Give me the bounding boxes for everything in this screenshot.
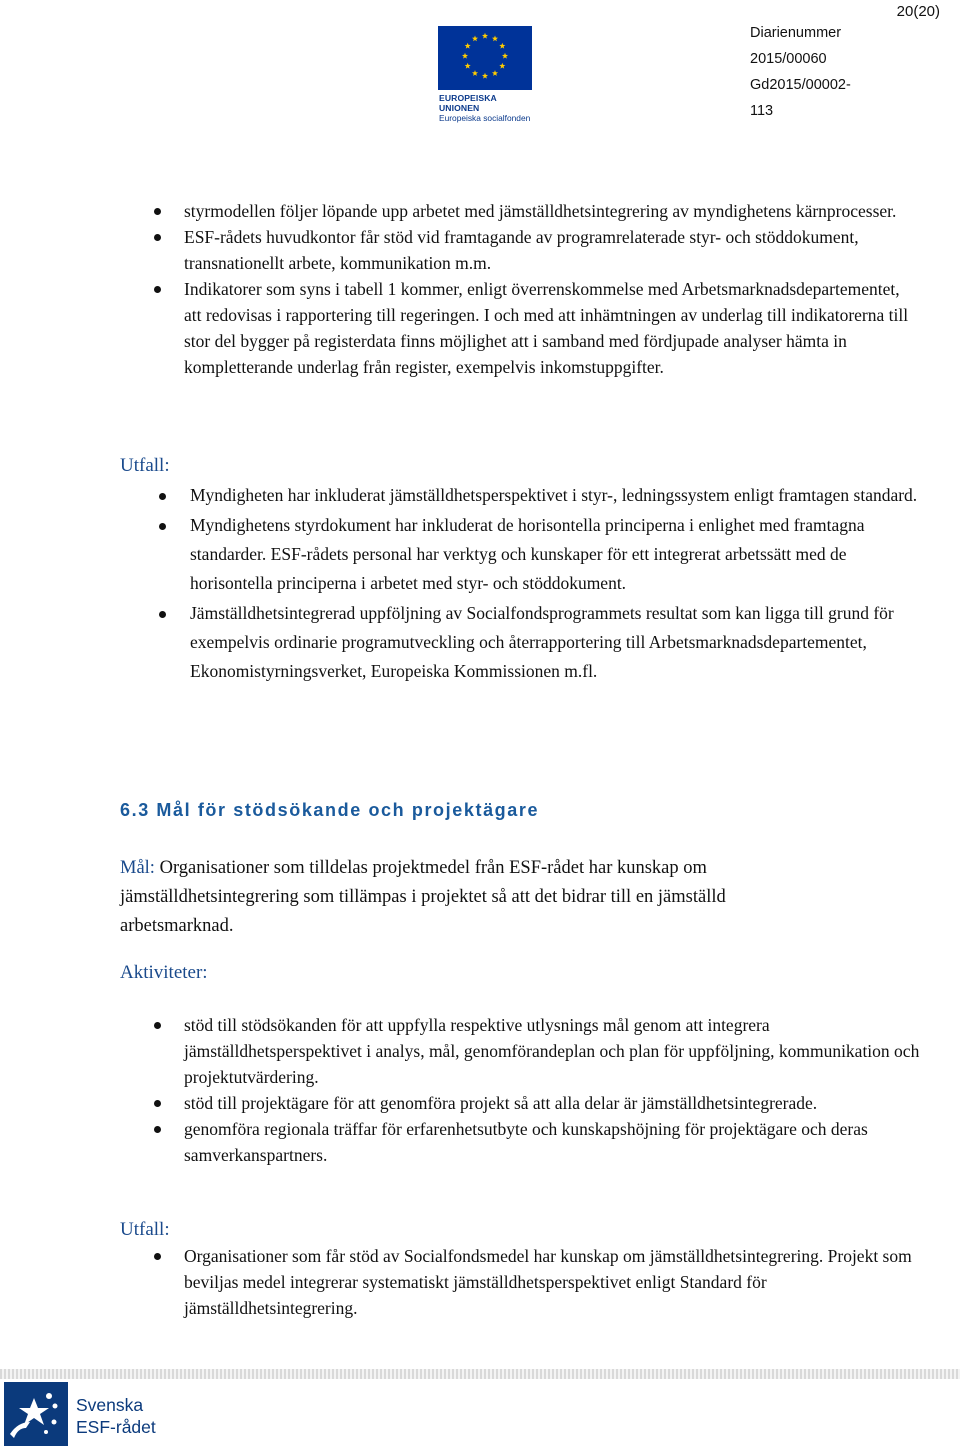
esf-star-logo-icon xyxy=(4,1382,68,1446)
esf-logo xyxy=(4,1382,204,1446)
list-item: Myndigheten har inkluderat jämställdhetsperspektivet i styr-, ledningssystem enligt framtagen standard. xyxy=(0,481,960,510)
diarie-block xyxy=(750,20,910,124)
section-heading: 6.3 Mål för stödsökande och projektägare xyxy=(120,800,540,820)
list-item: ESF-rådets huvudkontor får stöd vid framtagande av programrelaterade styr- och stöddokument, transnationellt arbete, kommunikation m.m. xyxy=(0,224,960,276)
goal-label: Mål: xyxy=(120,858,155,878)
bullet-icon xyxy=(159,493,166,500)
bullet-icon xyxy=(159,523,166,530)
diarie-label: Diarienummer xyxy=(750,25,842,41)
bullet-icon xyxy=(154,1100,161,1107)
bullet-icon xyxy=(154,1126,161,1133)
bullet-icon xyxy=(154,1022,161,1029)
utfall-list-2 xyxy=(0,1243,960,1321)
goal-text: Organisationer som tilldelas projektmedel från ESF-rådet har kunskap om jämställdhetsintegrering som tillämpas i projektet så att det bidrar till en jämställd arbetsmarknad. xyxy=(120,858,726,936)
utfall-label: Utfall: xyxy=(120,455,170,476)
footer-divider xyxy=(0,1369,960,1379)
list-item: genomföra regionala träffar för erfarenhetsutbyte och kunskapshöjning för projektägare och deras samverkanspartners. xyxy=(0,1116,960,1168)
diarie-number-line2: Gd2015/00002- xyxy=(750,77,851,93)
eu-flag-icon xyxy=(438,26,532,90)
esf-logo-line1: Svenska xyxy=(76,1395,144,1415)
bullet-icon xyxy=(159,611,166,618)
list-item: styrmodellen följer löpande upp arbetet med jämställdhetsintegrering av myndighetens kärnprocesser. xyxy=(0,198,960,224)
page-number: 20(20) xyxy=(896,3,940,20)
top-bullet-list xyxy=(0,198,960,380)
aktiviteter-list xyxy=(0,1012,960,1168)
list-item: Myndighetens styrdokument har inkluderat de horisontella principerna i enlighet med framtagna standarder. ESF-rådets personal har verktyg och kunskaper för ett integrerat arbetssätt med de horisontella principerna i arbetet med styr- och stöddokument. xyxy=(0,511,960,598)
diarie-number-line3: 113 xyxy=(750,103,774,119)
utfall-label-2: Utfall: xyxy=(120,1219,170,1240)
list-item: stöd till projektägare för att genomföra projekt så att alla delar är jämställdhetsintegrerade. xyxy=(0,1090,960,1116)
bullet-icon xyxy=(154,1253,161,1260)
eu-logo xyxy=(438,26,532,123)
list-item: Indikatorer som syns i tabell 1 kommer, enligt överrenskommelse med Arbetsmarknadsdepartementet, att redovisas i rapportering till regeringen. I och med att inhämtningen av underlag till indikatorerna till stor del bygger på registerdata finns möjlighet att i samband med fördjupade analyser hämta in kompletterande underlag från register, exempelvis inkomstuppgifter. xyxy=(0,276,960,380)
esf-logo-line2: ESF-rådet xyxy=(76,1417,156,1437)
list-item: Jämställdhetsintegrerad uppföljning av Socialfondsprogrammets resultat som kan ligga till grund för exempelvis ordinarie programutveckling och återrapportering till Arbetsmarknadsdepartementet, Ekonomistyrningsverket, Europeiska Kommissionen m.fl. xyxy=(0,599,960,686)
diarie-number-line1: 2015/00060 xyxy=(750,51,827,67)
goal-paragraph xyxy=(120,854,840,941)
utfall-list xyxy=(0,481,960,687)
eu-logo-line2: Europeiska socialfonden xyxy=(439,113,531,123)
aktiviteter-label: Aktiviteter: xyxy=(120,962,208,983)
bullet-icon xyxy=(154,286,161,293)
bullet-icon xyxy=(154,234,161,241)
eu-logo-line1: EUROPEISKA UNIONEN xyxy=(439,93,497,113)
list-item: Organisationer som får stöd av Socialfondsmedel har kunskap om jämställdhetsintegrering. Projekt som beviljas medel integrerar systematiskt jämställdhetsperspektivet enligt Standard för jämställdhetsintegrering. xyxy=(0,1243,960,1321)
list-item: stöd till stödsökanden för att uppfylla respektive utlysnings mål genom att integrera jämställdhetsperspektivet i analys, mål, genomförandeplan och plan för uppföljning, kommunikation och projektutvärdering. xyxy=(0,1012,960,1090)
bullet-icon xyxy=(154,208,161,215)
